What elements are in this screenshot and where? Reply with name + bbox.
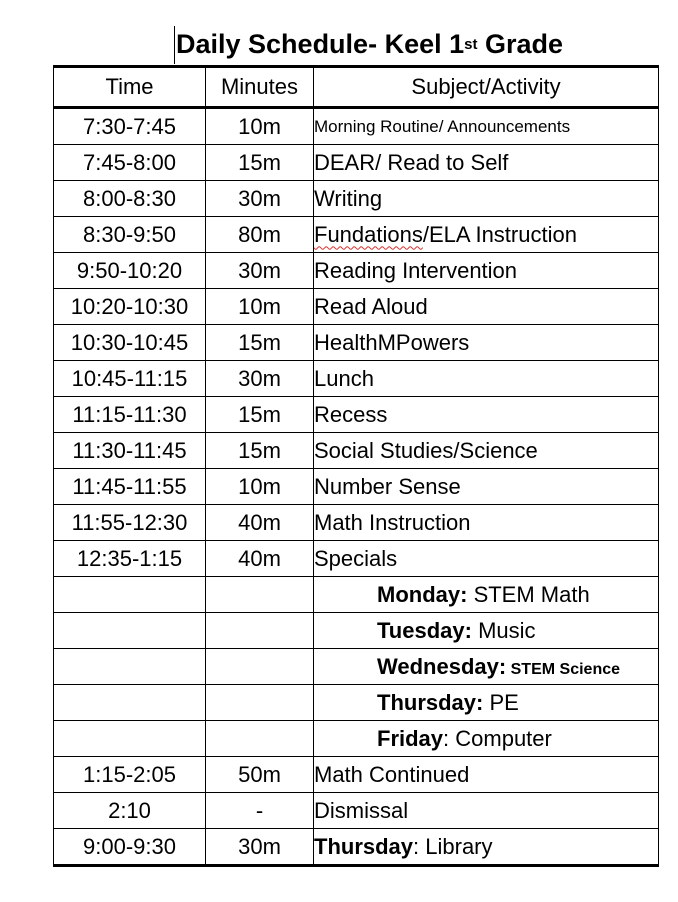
subject-cell: Math Continued — [314, 757, 659, 793]
header-subject: Subject/Activity — [314, 67, 659, 108]
empty-cell — [54, 613, 206, 649]
time-cell: 8:00-8:30 — [54, 181, 206, 217]
specials-row — [54, 613, 659, 649]
table-row — [54, 541, 659, 577]
empty-cell — [206, 613, 314, 649]
subject-cell: DEAR/ Read to Self — [314, 145, 659, 181]
empty-cell — [206, 649, 314, 685]
empty-cell — [206, 685, 314, 721]
subject-cell: Writing — [314, 181, 659, 217]
minutes-cell: 15m — [206, 433, 314, 469]
specials-row — [54, 685, 659, 721]
subject-cell: Dismissal — [314, 793, 659, 829]
table-row — [54, 433, 659, 469]
empty-cell — [206, 577, 314, 613]
time-cell: 10:20-10:30 — [54, 289, 206, 325]
minutes-cell: 80m — [206, 217, 314, 253]
minutes-cell: 30m — [206, 181, 314, 217]
table-row — [54, 829, 659, 866]
minutes-cell: - — [206, 793, 314, 829]
schedule-table — [53, 65, 659, 867]
time-cell: 11:30-11:45 — [54, 433, 206, 469]
table-row — [54, 505, 659, 541]
time-cell: 1:15-2:05 — [54, 757, 206, 793]
header-time: Time — [54, 67, 206, 108]
table-row — [54, 217, 659, 253]
spellcheck-flagged-word: Fundations — [314, 221, 423, 247]
empty-cell — [54, 721, 206, 757]
empty-cell — [54, 685, 206, 721]
specials-row — [54, 721, 659, 757]
subject-cell: Lunch — [314, 361, 659, 397]
minutes-cell: 15m — [206, 145, 314, 181]
subject-cell: Thursday: Library — [314, 829, 659, 866]
empty-cell — [54, 649, 206, 685]
subject-cell: Reading Intervention — [314, 253, 659, 289]
specials-row — [54, 577, 659, 613]
subject-cell: Recess — [314, 397, 659, 433]
table-header-row — [54, 67, 659, 108]
minutes-cell: 30m — [206, 361, 314, 397]
table-row — [54, 397, 659, 433]
minutes-cell: 30m — [206, 829, 314, 866]
time-cell: 7:45-8:00 — [54, 145, 206, 181]
time-cell: 2:10 — [54, 793, 206, 829]
empty-cell — [54, 577, 206, 613]
specials-cell: Tuesday: Music — [314, 613, 659, 649]
time-cell: 11:45-11:55 — [54, 469, 206, 505]
time-cell: 11:15-11:30 — [54, 397, 206, 433]
minutes-cell: 10m — [206, 469, 314, 505]
table-row — [54, 325, 659, 361]
minutes-cell: 30m — [206, 253, 314, 289]
subject-cell: Social Studies/Science — [314, 433, 659, 469]
time-cell: 7:30-7:45 — [54, 108, 206, 145]
time-cell: 9:50-10:20 — [54, 253, 206, 289]
table-row — [54, 289, 659, 325]
table-row — [54, 145, 659, 181]
specials-cell: Wednesday: STEM Science — [314, 649, 659, 685]
text-cursor — [174, 26, 175, 64]
minutes-cell: 10m — [206, 289, 314, 325]
table-row — [54, 793, 659, 829]
subject-cell: Morning Routine/ Announcements — [314, 108, 659, 145]
table-row — [54, 757, 659, 793]
time-cell: 10:45-11:15 — [54, 361, 206, 397]
specials-cell: Friday: Computer — [314, 721, 659, 757]
minutes-cell: 50m — [206, 757, 314, 793]
minutes-cell: 40m — [206, 541, 314, 577]
time-cell: 11:55-12:30 — [54, 505, 206, 541]
subject-cell: Math Instruction — [314, 505, 659, 541]
page-title: Daily Schedule- Keel 1st Grade — [176, 29, 564, 59]
minutes-cell: 15m — [206, 397, 314, 433]
time-cell: 12:35-1:15 — [54, 541, 206, 577]
minutes-cell: 10m — [206, 108, 314, 145]
empty-cell — [206, 721, 314, 757]
time-cell: 9:00-9:30 — [54, 829, 206, 866]
subject-cell: Fundations/ELA Instruction — [314, 217, 659, 253]
table-row — [54, 108, 659, 145]
specials-cell: Thursday: PE — [314, 685, 659, 721]
subject-cell: Specials — [314, 541, 659, 577]
table-row — [54, 181, 659, 217]
time-cell: 8:30-9:50 — [54, 217, 206, 253]
table-row — [54, 361, 659, 397]
header-minutes: Minutes — [206, 67, 314, 108]
table-row — [54, 469, 659, 505]
subject-cell: HealthMPowers — [314, 325, 659, 361]
specials-row — [54, 649, 659, 685]
time-cell: 10:30-10:45 — [54, 325, 206, 361]
subject-cell: Read Aloud — [314, 289, 659, 325]
minutes-cell: 40m — [206, 505, 314, 541]
table-row — [54, 253, 659, 289]
minutes-cell: 15m — [206, 325, 314, 361]
specials-cell: Monday: STEM Math — [314, 577, 659, 613]
subject-cell: Number Sense — [314, 469, 659, 505]
